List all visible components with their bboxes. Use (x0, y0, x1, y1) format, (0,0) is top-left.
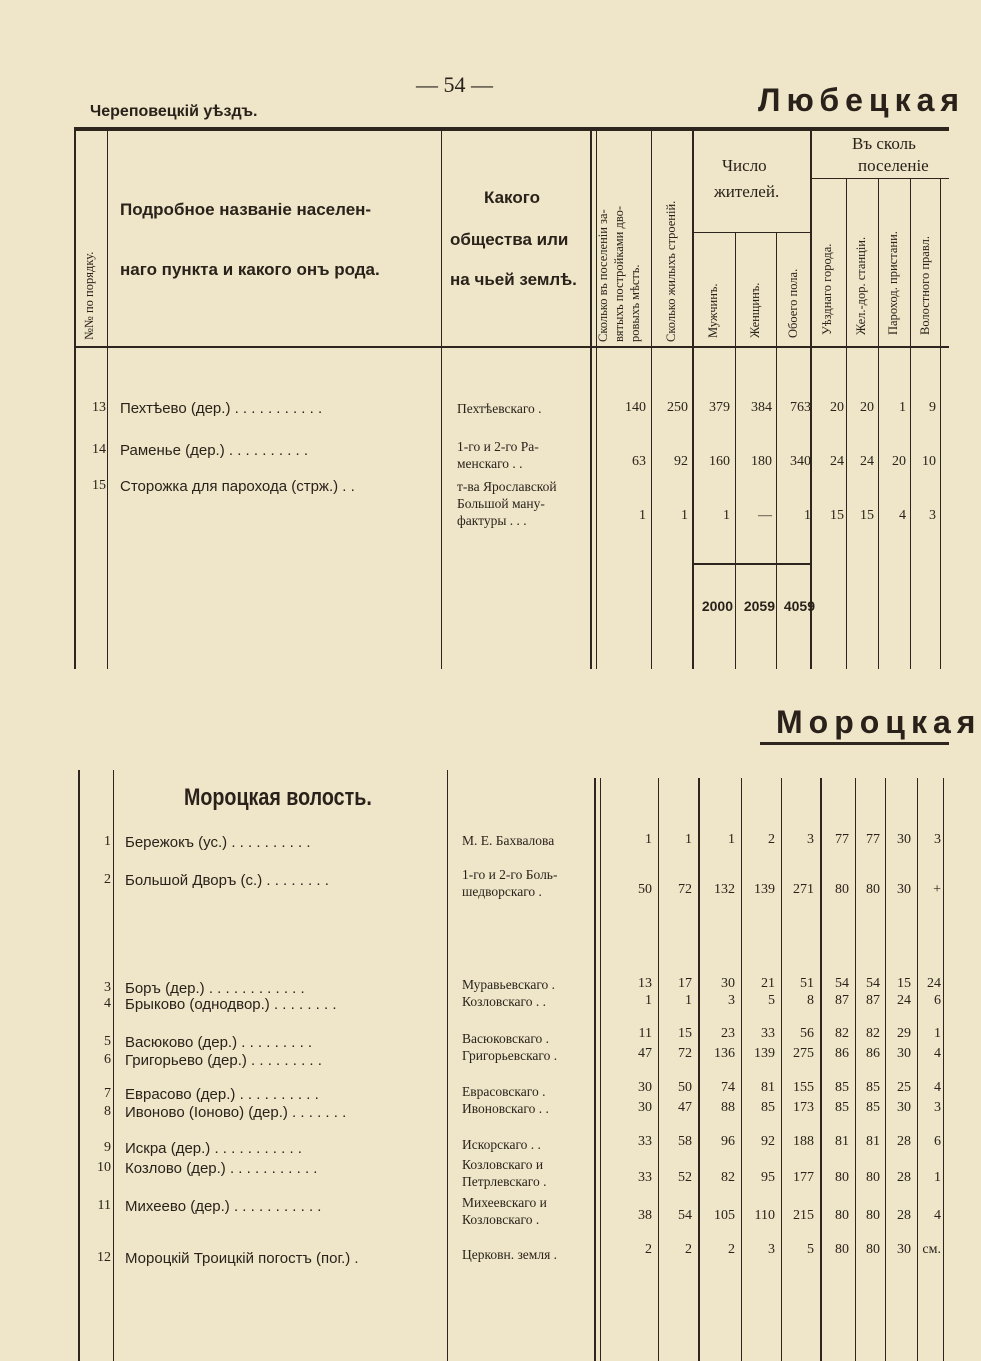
cell-value: 1 (934, 1026, 941, 1041)
cell-value: 2 (685, 1242, 692, 1257)
cell-value: 15 (897, 976, 911, 991)
owner-line: Муравьевскаго . (462, 977, 556, 992)
cell-value: 275 (793, 1046, 814, 1061)
cell-value: 20 (830, 400, 844, 415)
cell-value: 72 (678, 1046, 692, 1061)
volost-title-top: Любецкая (758, 82, 966, 118)
cell-value: 80 (866, 1170, 880, 1185)
cell-value: 80 (866, 1208, 880, 1223)
cell-value: 15 (860, 508, 874, 523)
cell-value: 86 (866, 1046, 880, 1061)
cell-value: 30 (897, 1242, 911, 1257)
cell-value: 5 (807, 1242, 814, 1257)
col-divider (692, 129, 694, 669)
place-name: Ивоново (Іоново) (дер.) . . . . . . . (125, 1104, 347, 1121)
col-divider (658, 778, 659, 1361)
cell-value: 51 (800, 976, 814, 991)
col-divider (781, 778, 782, 1361)
cell-value: 1 (645, 832, 652, 847)
col-divider (943, 778, 944, 1361)
cell-value: 95 (761, 1170, 775, 1185)
cell-value: 30 (638, 1100, 652, 1115)
cell-value: 54 (866, 976, 880, 991)
cell-value: 86 (835, 1046, 849, 1061)
col-divider (885, 778, 886, 1361)
cell-value: 29 (897, 1026, 911, 1041)
col-header-buildings: Сколько жилыхъ строеній. (664, 200, 678, 342)
cell-value: 24 (927, 976, 941, 991)
col-header-name-2: наго пункта и какого онъ рода. (120, 260, 380, 279)
col-divider (855, 778, 856, 1361)
place-name: Брыково (однодвор.) . . . . . . . . (125, 996, 337, 1013)
cell-value: 1 (681, 508, 688, 523)
cell-value: 92 (761, 1134, 775, 1149)
subheader-rule (693, 232, 811, 233)
volost-title-mid: Мороцкая (776, 704, 981, 740)
cell-value: 28 (897, 1170, 911, 1185)
place-name: Искра (дер.) . . . . . . . . . . . (125, 1140, 302, 1157)
cell-value: 2 (728, 1242, 735, 1257)
cell-value: 1 (645, 993, 652, 1008)
cell-value: 74 (721, 1080, 735, 1095)
cell-value: 56 (800, 1026, 814, 1041)
cell-value: 9 (929, 400, 936, 415)
cell-value: 160 (709, 454, 730, 469)
col-divider (594, 778, 596, 1361)
cell-value: 82 (721, 1170, 735, 1185)
row-number: 6 (104, 1052, 111, 1067)
place-name: Евраcово (дер.) . . . . . . . . . . (125, 1086, 319, 1103)
cell-value: 1 (685, 832, 692, 847)
cell-value: 85 (835, 1100, 849, 1115)
cell-value: 763 (790, 400, 811, 415)
cell-value: 250 (667, 400, 688, 415)
cell-value: 139 (754, 882, 775, 897)
col-header-yards-3: ровыхъ мѣстъ. (628, 264, 642, 342)
owner-line: Григорьевскаго . (462, 1048, 558, 1063)
cell-value: 82 (866, 1026, 880, 1041)
col-divider (917, 778, 918, 1361)
cell-value: 6 (934, 993, 941, 1008)
cell-value: 72 (678, 882, 692, 897)
cell-value: 3 (934, 832, 941, 847)
cell-value: 81 (761, 1080, 775, 1095)
row-number: 7 (104, 1086, 111, 1101)
owner-line: менскаго . . (457, 456, 523, 471)
header-rule (74, 127, 949, 131)
cell-value: 17 (678, 976, 692, 991)
cell-value: 80 (835, 1208, 849, 1223)
col-header-pop-1: Число (722, 156, 767, 175)
owner-line: шедворскаго . (462, 884, 542, 899)
place-name: Мороцкій Троицкій погостъ (пог.) . (125, 1250, 359, 1267)
row-number: 13 (92, 400, 106, 415)
row-number: 15 (92, 478, 106, 493)
cell-value: 1 (728, 832, 735, 847)
row-number: 4 (104, 996, 111, 1011)
header-bottom-rule (75, 346, 949, 348)
cell-value: 105 (714, 1208, 735, 1223)
col-divider (741, 778, 742, 1361)
cell-value: 139 (754, 1046, 775, 1061)
row-number: 12 (97, 1250, 111, 1265)
owner-line: Большой ману- (457, 496, 545, 511)
owner-line: Пехтѣевскаго . (457, 401, 542, 416)
total-both: 4059 (783, 598, 815, 614)
col-header-yards-2: вятыхъ постройками дво- (612, 205, 626, 342)
cell-value: 87 (866, 993, 880, 1008)
cell-value: 8 (807, 993, 814, 1008)
cell-value: 33 (638, 1134, 652, 1149)
col-header-men: Мужчинъ. (706, 283, 720, 338)
cell-value: — (758, 508, 772, 523)
place-name: Бережокъ (ус.) . . . . . . . . . . (125, 834, 311, 851)
cell-value: 5 (768, 993, 775, 1008)
cell-value: 188 (793, 1134, 814, 1149)
cell-value: 38 (638, 1208, 652, 1223)
col-header-rail: Жел.-дор. станціи. (854, 236, 868, 335)
cell-value: 3 (934, 1100, 941, 1115)
cell-value: 1 (899, 400, 906, 415)
cell-value: 25 (897, 1080, 911, 1095)
cell-value: 4 (934, 1208, 941, 1223)
cell-value: 136 (714, 1046, 735, 1061)
total-women: 2059 (743, 598, 775, 614)
row-number: 14 (92, 442, 106, 457)
col-divider (441, 129, 442, 669)
cell-value: 33 (638, 1170, 652, 1185)
cell-value: 28 (897, 1208, 911, 1223)
cell-value: 15 (830, 508, 844, 523)
cell-value: 96 (721, 1134, 735, 1149)
place-name: Раменье (дер.) . . . . . . . . . . (120, 442, 309, 459)
col-divider (447, 770, 448, 1361)
cell-value: 24 (830, 454, 844, 469)
cell-value: 47 (678, 1100, 692, 1115)
col-divider (820, 778, 822, 1361)
owner-line: Козловскаго и (462, 1157, 544, 1172)
owner-line: 1-го и 2-го Боль- (462, 867, 558, 882)
cell-value: 3 (929, 508, 936, 523)
col-header-owner-3: на чьей землѣ. (450, 270, 577, 289)
place-name: Пехтѣево (дер.) . . . . . . . . . . . (120, 400, 323, 417)
cell-value: 85 (866, 1100, 880, 1115)
cell-value: 88 (721, 1100, 735, 1115)
cell-value: 30 (638, 1080, 652, 1095)
cell-value: 80 (835, 1170, 849, 1185)
owner-line: Церковн. земля . (462, 1247, 558, 1262)
cell-value: 215 (793, 1208, 814, 1223)
place-name: Сторожка для парохода (стрж.) . . (120, 478, 355, 495)
cell-value: 173 (793, 1100, 814, 1115)
cell-value: 82 (835, 1026, 849, 1041)
cell-value: 54 (678, 1208, 692, 1223)
owner-line: Козловскаго . . (462, 994, 546, 1009)
cell-value: 24 (860, 454, 874, 469)
col-divider (651, 129, 652, 669)
row-number: 2 (104, 872, 111, 887)
owner-line: т-ва Ярославской (457, 479, 557, 494)
cell-value: 50 (638, 882, 652, 897)
subheader-rule (811, 178, 949, 179)
cell-value: 92 (674, 454, 688, 469)
cell-value: 3 (768, 1242, 775, 1257)
col-header-name-1: Подробное названіе населен- (120, 200, 372, 219)
section-title: Мороцкая волость. (184, 784, 372, 811)
col-header-number: №№ по порядку. (82, 251, 96, 340)
cell-value: 30 (897, 1100, 911, 1115)
row-number: 9 (104, 1140, 111, 1155)
cell-value: 20 (860, 400, 874, 415)
col-header-yards-1: Сколько въ поселеніи за- (596, 209, 610, 342)
cell-value: 30 (897, 882, 911, 897)
place-name: Козлово (дер.) . . . . . . . . . . . (125, 1160, 318, 1177)
cell-value: 110 (754, 1208, 775, 1223)
cell-value: 379 (709, 400, 730, 415)
row-number: 1 (104, 834, 111, 849)
col-header-both: Обоего пола. (786, 268, 800, 338)
col-divider (910, 178, 911, 669)
table-left-border (78, 770, 80, 1361)
page-number: — 54 — (416, 72, 493, 97)
col-divider (107, 129, 108, 669)
place-name: Михеево (дер.) . . . . . . . . . . . (125, 1198, 322, 1215)
cell-value: 132 (714, 882, 735, 897)
owner-line: Петрлевскаго . (462, 1174, 547, 1189)
cell-value: 384 (751, 400, 772, 415)
col-header-owner-2: общества или (450, 230, 569, 249)
col-header-dist-1: Въ сколь (852, 134, 916, 153)
cell-value: 13 (638, 976, 652, 991)
cell-value: 271 (793, 882, 814, 897)
place-name: Васюково (дер.) . . . . . . . . . (125, 1034, 313, 1051)
col-divider (846, 178, 847, 669)
col-divider (113, 770, 114, 1361)
col-header-owner-1: Какого (484, 188, 540, 207)
cell-value: см. (922, 1242, 941, 1257)
cell-value: 2 (645, 1242, 652, 1257)
cell-value: 63 (632, 454, 646, 469)
cell-value: 15 (678, 1026, 692, 1041)
cell-value: 20 (892, 454, 906, 469)
cell-value: 50 (678, 1080, 692, 1095)
cell-value: 30 (897, 832, 911, 847)
col-header-pop-2: жителей. (714, 182, 780, 201)
row-number: 11 (97, 1198, 111, 1213)
cell-value: 1 (804, 508, 811, 523)
cell-value: 85 (866, 1080, 880, 1095)
col-header-dist-2: поселеніе (858, 156, 929, 175)
cell-value: 77 (866, 832, 880, 847)
cell-value: 180 (751, 454, 772, 469)
cell-value: 3 (728, 993, 735, 1008)
cell-value: 77 (835, 832, 849, 847)
cell-value: 54 (835, 976, 849, 991)
col-divider (590, 129, 592, 669)
place-name: Большой Дворъ (с.) . . . . . . . . (125, 872, 329, 889)
cell-value: + (933, 882, 941, 897)
owner-line: Евраcовскаго . (462, 1084, 546, 1099)
cell-value: 52 (678, 1170, 692, 1185)
owner-line: Козловскаго . (462, 1212, 540, 1227)
row-number: 3 (104, 980, 111, 995)
cell-value: 6 (934, 1134, 941, 1149)
place-name: Боръ (дер.) . . . . . . . . . . . . (125, 980, 305, 997)
cell-value: 30 (721, 976, 735, 991)
cell-value: 340 (790, 454, 811, 469)
cell-value: 2 (768, 832, 775, 847)
cell-value: 30 (897, 1046, 911, 1061)
col-divider (600, 778, 601, 1361)
cell-value: 155 (793, 1080, 814, 1095)
cell-value: 177 (793, 1170, 814, 1185)
owner-line: Искорскаго . . (462, 1137, 541, 1152)
col-divider (940, 178, 941, 669)
cell-value: 11 (638, 1026, 652, 1041)
cell-value: 28 (897, 1134, 911, 1149)
table-left-border (74, 129, 76, 669)
row-number: 10 (97, 1160, 111, 1175)
owner-line: фактуры . . . (457, 513, 527, 528)
cell-value: 81 (835, 1134, 849, 1149)
owner-line: 1-го и 2-го Ра- (457, 439, 539, 454)
cell-value: 1 (685, 993, 692, 1008)
cell-value: 81 (866, 1134, 880, 1149)
cell-value: 1 (723, 508, 730, 523)
owner-line: Ивоновскаго . . (462, 1101, 549, 1116)
cell-value: 87 (835, 993, 849, 1008)
place-name: Григорьево (дер.) . . . . . . . . . (125, 1052, 322, 1069)
cell-value: 1 (934, 1170, 941, 1185)
cell-value: 80 (835, 882, 849, 897)
cell-value: 21 (761, 976, 775, 991)
total-men: 2000 (701, 598, 733, 614)
col-divider (698, 778, 700, 1361)
title-underline (760, 742, 949, 745)
col-header-town: Уѣзднаго города. (820, 243, 834, 335)
cell-value: 58 (678, 1134, 692, 1149)
totals-rule (693, 563, 811, 565)
cell-value: 33 (761, 1026, 775, 1041)
cell-value: 85 (835, 1080, 849, 1095)
district-title: Череповецкій уѣздъ. (90, 103, 258, 120)
owner-line: Васюковскаго . (462, 1031, 550, 1046)
col-divider (878, 178, 879, 669)
cell-value: 10 (922, 454, 936, 469)
cell-value: 47 (638, 1046, 652, 1061)
cell-value: 80 (866, 1242, 880, 1257)
col-divider (810, 129, 812, 669)
owner-line: Михеевскаго и (462, 1195, 547, 1210)
cell-value: 24 (897, 993, 911, 1008)
cell-value: 80 (835, 1242, 849, 1257)
cell-value: 85 (761, 1100, 775, 1115)
col-header-women: Женщинъ. (748, 282, 762, 338)
cell-value: 140 (625, 400, 646, 415)
cell-value: 23 (721, 1026, 735, 1041)
row-number: 5 (104, 1034, 111, 1049)
cell-value: 3 (807, 832, 814, 847)
cell-value: 4 (934, 1046, 941, 1061)
col-header-pier: Пароход. пристани. (886, 231, 900, 335)
cell-value: 4 (899, 508, 906, 523)
cell-value: 1 (639, 508, 646, 523)
cell-value: 4 (934, 1080, 941, 1095)
col-header-volost: Волостного правл. (918, 236, 932, 335)
row-number: 8 (104, 1104, 111, 1119)
owner-line: М. Е. Бахвалова (462, 833, 555, 848)
cell-value: 80 (866, 882, 880, 897)
